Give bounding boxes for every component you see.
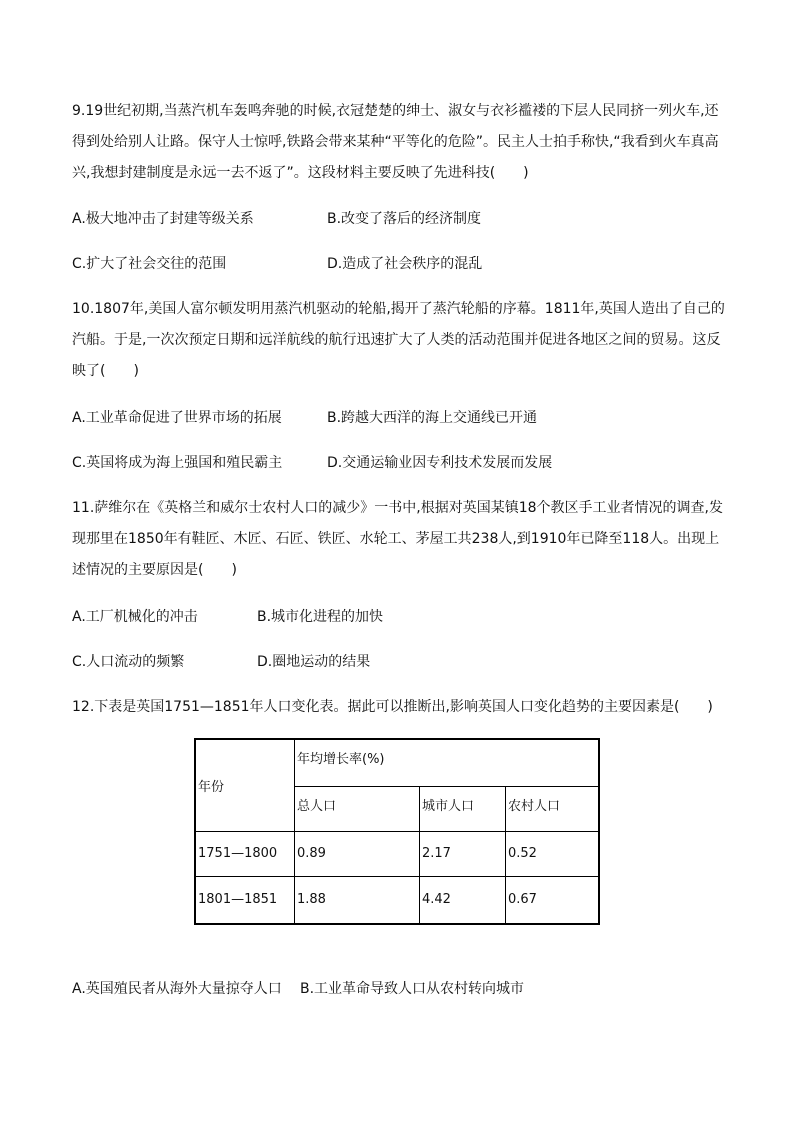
table-cell-total: 1.88 bbox=[295, 876, 420, 924]
table-cell-urban: 2.17 bbox=[420, 831, 506, 876]
table-row bbox=[195, 876, 599, 924]
table-row bbox=[195, 831, 599, 876]
q11-option-c[interactable]: C.人口流动的频繁 bbox=[72, 654, 185, 670]
question-12 bbox=[72, 692, 728, 723]
q10-option-d[interactable]: D.交通运输业因专利技术发展而发展 bbox=[327, 455, 553, 471]
question-11-text: 11.萨维尔在《英格兰和威尔士农村人口的减少》一书中,根据对英国某镇18个教区手工业者情况的调查,发现那里在1850年有鞋匠、木匠、石匠、铁匠、水轮工、茅屋工共238人,到1910年已降至118人。出现上述情况的主要原因是( ) bbox=[72, 500, 723, 578]
q9-option-c[interactable]: C.扩大了社会交往的范围 bbox=[72, 256, 227, 272]
question-11 bbox=[72, 493, 728, 586]
question-10 bbox=[72, 294, 728, 387]
question-12-text: 12.下表是英国1751—1851年人口变化表。据此可以推断出,影响英国人口变化趋势的主要因素是( ) bbox=[72, 699, 713, 715]
q11-option-d[interactable]: D.圈地运动的结果 bbox=[257, 654, 371, 670]
table-header-rural: 农村人口 bbox=[506, 786, 600, 831]
q9-option-b[interactable]: B.改变了落后的经济制度 bbox=[327, 211, 482, 227]
question-10-text: 10.1807年,美国人富尔顿发明用蒸汽机驱动的轮船,揭开了蒸汽轮船的序幕。1811年,英国人造出了自己的汽船。于是,一次次预定日期和远洋航线的航行迅速扩大了人类的活动范围并促进各地区之间的贸易。这反映了( ) bbox=[72, 301, 725, 379]
question-9-text: 9.19世纪初期,当蒸汽机车轰鸣奔驰的时候,衣冠楚楚的绅士、淑女与衣衫褴褛的下层人民同挤一列火车,还得到处给别人让路。保守人士惊呼,铁路会带来某种“平等化的危险”。民主人士拍手称快,“我看到火车真高兴,我想封建制度是永远一去不返了”。这段材料主要反映了先进科技( ) bbox=[72, 103, 719, 181]
table-cell-rural: 0.52 bbox=[506, 831, 600, 876]
q10-option-b[interactable]: B.跨越大西洋的海上交通线已开通 bbox=[327, 410, 538, 426]
table-header-urban: 城市人口 bbox=[420, 786, 506, 831]
q10-option-a[interactable]: A.工业革命促进了世界市场的拓展 bbox=[72, 410, 282, 426]
table-cell-period: 1751—1800 bbox=[195, 831, 295, 876]
q12-option-b[interactable]: B.工业革命导致人口从农村转向城市 bbox=[300, 981, 525, 997]
table-header-total: 总人口 bbox=[295, 786, 420, 831]
q11-option-a[interactable]: A.工厂机械化的冲击 bbox=[72, 609, 198, 625]
table-cell-period: 1801—1851 bbox=[195, 876, 295, 924]
q12-option-a[interactable]: A.英国殖民者从海外大量掠夺人口 bbox=[72, 981, 282, 997]
table-header-growth-rate: 年均增长率(%) bbox=[295, 739, 600, 786]
population-table bbox=[194, 738, 600, 925]
q11-option-b[interactable]: B.城市化进程的加快 bbox=[257, 609, 384, 625]
table-cell-urban: 4.42 bbox=[420, 876, 506, 924]
table-header-year: 年份 bbox=[195, 739, 295, 831]
table-cell-rural: 0.67 bbox=[506, 876, 600, 924]
q9-option-d[interactable]: D.造成了社会秩序的混乱 bbox=[327, 256, 483, 272]
table-cell-total: 0.89 bbox=[295, 831, 420, 876]
q10-option-c[interactable]: C.英国将成为海上强国和殖民霸主 bbox=[72, 455, 283, 471]
q9-option-a[interactable]: A.极大地冲击了封建等级关系 bbox=[72, 211, 254, 227]
question-9 bbox=[72, 96, 728, 189]
